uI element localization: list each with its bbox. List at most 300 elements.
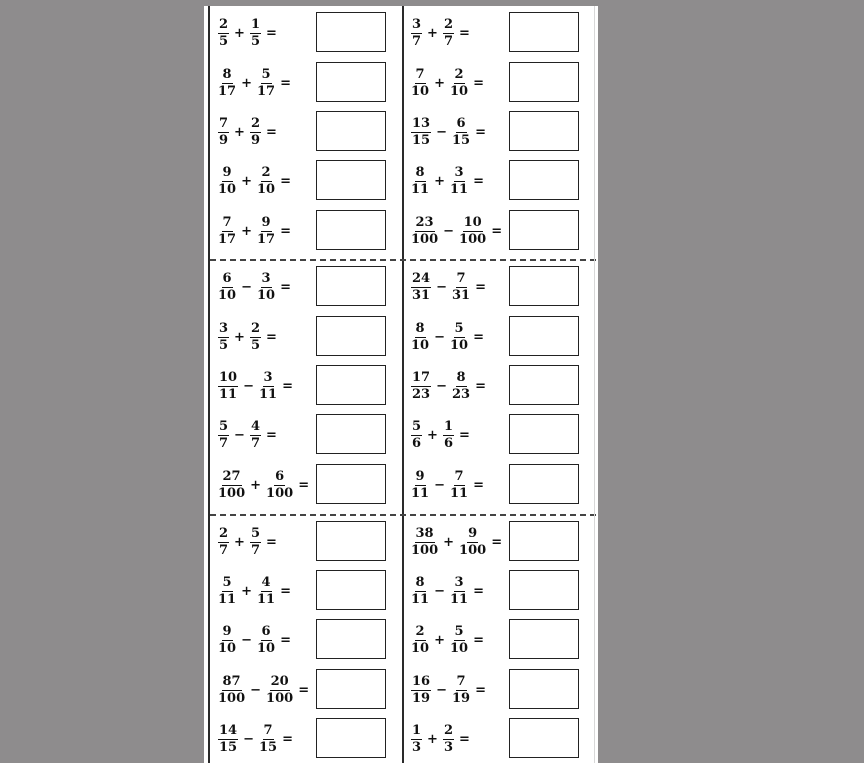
fraction: [250, 420, 261, 451]
fraction: [450, 576, 468, 607]
equals-sign: =: [475, 124, 486, 140]
fraction: [218, 68, 236, 99]
problem-row: [218, 62, 396, 104]
fraction-numerator: 2: [219, 16, 229, 32]
fraction-expression: [218, 12, 277, 54]
fraction-denominator: 17: [218, 83, 237, 99]
fraction: [450, 625, 468, 656]
operator-sign: −: [243, 731, 254, 747]
fraction: [250, 527, 261, 558]
equals-sign: =: [473, 329, 484, 345]
fraction-numerator: 17: [412, 369, 431, 385]
fraction-expression: [218, 619, 291, 661]
fraction-expression: [218, 521, 277, 563]
fraction-expression: [411, 316, 484, 358]
problem-row: [218, 111, 396, 153]
operator-sign: +: [434, 173, 445, 189]
answer-box[interactable]: [509, 521, 579, 561]
fraction: [450, 166, 468, 197]
fraction-numerator: 8: [415, 574, 425, 590]
fraction-numerator: 9: [261, 214, 271, 230]
operator-sign: +: [234, 329, 245, 345]
answer-box[interactable]: [316, 12, 386, 52]
fraction-denominator: 11: [411, 485, 430, 501]
equals-sign: =: [280, 173, 291, 189]
fraction-expression: [411, 570, 484, 612]
fraction-denominator: 7: [250, 542, 260, 558]
equals-sign: =: [266, 329, 277, 345]
answer-box[interactable]: [509, 316, 579, 356]
operator-sign: −: [434, 329, 445, 345]
fraction-numerator: 8: [456, 369, 466, 385]
answer-box[interactable]: [316, 619, 386, 659]
fraction-denominator: 11: [411, 181, 430, 197]
fraction-numerator: 2: [454, 66, 464, 82]
fraction-denominator: 10: [218, 181, 237, 197]
fraction-expression: [411, 111, 486, 153]
fraction-numerator: 23: [415, 214, 434, 230]
fraction-denominator: 19: [452, 690, 471, 706]
fraction: [257, 272, 275, 303]
fraction: [218, 371, 238, 402]
equals-sign: =: [282, 731, 293, 747]
equals-sign: =: [280, 632, 291, 648]
fraction: [250, 18, 261, 49]
answer-box[interactable]: [509, 12, 579, 52]
fraction: [411, 18, 422, 49]
fraction: [411, 625, 429, 656]
fraction-denominator: 23: [412, 386, 431, 402]
operator-sign: +: [427, 25, 438, 41]
answer-box[interactable]: [316, 570, 386, 610]
fraction: [257, 166, 275, 197]
fraction-numerator: 5: [222, 574, 232, 590]
answer-box[interactable]: [509, 210, 579, 250]
problem-row: [411, 521, 589, 563]
problem-row: [411, 210, 589, 252]
fraction-denominator: 100: [266, 690, 294, 706]
fraction-denominator: 100: [266, 485, 294, 501]
fraction-denominator: 31: [452, 287, 471, 303]
operator-sign: −: [436, 124, 447, 140]
fraction-denominator: 100: [411, 542, 439, 558]
fraction: [452, 117, 470, 148]
fraction: [218, 470, 245, 501]
fraction: [257, 68, 275, 99]
problem-row: [411, 12, 589, 54]
operator-sign: −: [250, 682, 262, 698]
operator-sign: −: [241, 632, 252, 648]
fraction-expression: [411, 619, 484, 661]
answer-box[interactable]: [509, 160, 579, 200]
fraction-denominator: 11: [259, 386, 278, 402]
fraction-numerator: 6: [456, 115, 466, 131]
problem-row: [218, 266, 396, 308]
problem-row: [218, 464, 396, 506]
problem-row: [218, 210, 396, 252]
fraction-denominator: 10: [257, 181, 276, 197]
answer-box[interactable]: [316, 414, 386, 454]
fraction-numerator: 7: [456, 270, 466, 286]
fraction-denominator: 10: [218, 287, 237, 303]
fraction-numerator: 7: [454, 468, 464, 484]
fraction: [411, 166, 429, 197]
fraction: [411, 675, 431, 706]
fraction: [259, 724, 277, 755]
fraction-denominator: 10: [218, 640, 237, 656]
fraction-expression: [411, 266, 486, 308]
fraction-expression: [411, 62, 484, 104]
fraction-denominator: 7: [219, 435, 229, 451]
fraction-expression: [218, 718, 293, 760]
equals-sign: =: [473, 583, 484, 599]
fraction: [250, 322, 261, 353]
fraction-numerator: 9: [468, 525, 478, 541]
answer-box[interactable]: [509, 414, 579, 454]
equals-sign: =: [459, 427, 470, 443]
fraction-denominator: 17: [257, 83, 276, 99]
fraction-denominator: 7: [412, 33, 422, 49]
fraction-denominator: 100: [218, 485, 246, 501]
answer-box[interactable]: [509, 62, 579, 102]
fraction-numerator: 2: [415, 623, 425, 639]
fraction-denominator: 10: [411, 640, 430, 656]
fraction-denominator: 5: [250, 337, 260, 353]
answer-box[interactable]: [316, 111, 386, 151]
fraction: [443, 18, 454, 49]
answer-box[interactable]: [509, 718, 579, 758]
problem-row: [218, 365, 396, 407]
fraction-numerator: 6: [275, 468, 285, 484]
equals-sign: =: [473, 477, 484, 493]
fraction-expression: [218, 570, 291, 612]
fraction-numerator: 4: [261, 574, 271, 590]
operator-sign: −: [443, 223, 455, 239]
problem-row: [218, 414, 396, 456]
fraction-denominator: 6: [412, 435, 422, 451]
fraction-numerator: 8: [222, 66, 232, 82]
fraction-numerator: 9: [222, 164, 232, 180]
problem-row: [218, 718, 396, 760]
fraction-expression: [218, 266, 291, 308]
fraction: [411, 322, 429, 353]
fraction-numerator: 10: [463, 214, 482, 230]
fraction-numerator: 10: [219, 369, 238, 385]
equals-sign: =: [266, 427, 277, 443]
operator-sign: +: [234, 124, 245, 140]
equals-sign: =: [459, 731, 470, 747]
operator-sign: +: [434, 632, 445, 648]
section-divider-2: [210, 514, 596, 516]
fraction-numerator: 7: [219, 115, 229, 131]
fraction-expression: [411, 210, 502, 252]
fraction: [218, 420, 229, 451]
fraction-numerator: 3: [219, 320, 229, 336]
fraction-numerator: 5: [250, 525, 260, 541]
fraction: [218, 576, 236, 607]
fraction-numerator: 87: [222, 673, 241, 689]
fraction-numerator: 1: [443, 418, 453, 434]
fraction-denominator: 31: [412, 287, 431, 303]
answer-box[interactable]: [316, 266, 386, 306]
fraction-numerator: 7: [263, 722, 273, 738]
fraction: [459, 216, 486, 247]
problem-row: [218, 316, 396, 358]
fraction: [218, 272, 236, 303]
answer-box[interactable]: [509, 619, 579, 659]
fraction-expression: [218, 316, 277, 358]
fraction-expression: [218, 669, 309, 711]
fraction-denominator: 100: [411, 231, 439, 247]
fraction-denominator: 15: [412, 132, 431, 148]
fraction: [266, 470, 293, 501]
fraction-numerator: 3: [454, 574, 464, 590]
fraction-numerator: 3: [412, 16, 422, 32]
fraction-expression: [218, 210, 291, 252]
fraction-denominator: 7: [250, 435, 260, 451]
fraction: [411, 527, 438, 558]
fraction: [218, 117, 229, 148]
fraction-numerator: 7: [415, 66, 425, 82]
fraction-numerator: 14: [219, 722, 238, 738]
fraction: [452, 371, 470, 402]
equals-sign: =: [298, 682, 310, 698]
equals-sign: =: [475, 378, 486, 394]
fraction-expression: [411, 669, 486, 711]
operator-sign: −: [436, 378, 447, 394]
answer-box[interactable]: [316, 365, 386, 405]
equals-sign: =: [491, 534, 503, 550]
equals-sign: =: [459, 25, 470, 41]
fraction: [450, 68, 468, 99]
fraction-expression: [411, 464, 484, 506]
answer-box[interactable]: [509, 669, 579, 709]
fraction: [450, 322, 468, 353]
fraction: [450, 470, 468, 501]
fraction: [443, 724, 454, 755]
fraction: [411, 371, 431, 402]
fraction-denominator: 11: [450, 181, 469, 197]
answer-box[interactable]: [509, 365, 579, 405]
answer-box[interactable]: [316, 160, 386, 200]
fraction-numerator: 24: [412, 270, 431, 286]
fraction-expression: [411, 718, 470, 760]
equals-sign: =: [473, 173, 484, 189]
problem-row: [218, 619, 396, 661]
equals-sign: =: [473, 75, 484, 91]
problem-row: [411, 62, 589, 104]
equals-sign: =: [280, 279, 291, 295]
fraction: [218, 527, 229, 558]
answer-box[interactable]: [509, 464, 579, 504]
column-divider-line: [402, 6, 404, 763]
operator-sign: +: [241, 173, 252, 189]
fraction-denominator: 100: [218, 690, 246, 706]
problem-row: [411, 669, 589, 711]
answer-box[interactable]: [316, 464, 386, 504]
answer-box[interactable]: [316, 718, 386, 758]
section-divider-1: [210, 259, 596, 261]
equals-sign: =: [473, 632, 484, 648]
fraction-denominator: 5: [250, 33, 260, 49]
fraction-numerator: 16: [412, 673, 431, 689]
fraction-numerator: 5: [219, 418, 229, 434]
fraction-denominator: 7: [219, 542, 229, 558]
fraction: [218, 18, 229, 49]
fraction-expression: [218, 464, 309, 506]
problem-row: [218, 669, 396, 711]
equals-sign: =: [282, 378, 293, 394]
fraction-denominator: 10: [257, 640, 276, 656]
fraction-numerator: 4: [250, 418, 260, 434]
fraction-numerator: 9: [415, 468, 425, 484]
fraction-numerator: 38: [415, 525, 434, 541]
fraction: [411, 470, 429, 501]
fraction: [259, 371, 277, 402]
operator-sign: +: [234, 534, 245, 550]
equals-sign: =: [280, 223, 291, 239]
equals-sign: =: [280, 583, 291, 599]
fraction-numerator: 2: [261, 164, 271, 180]
fraction-denominator: 9: [219, 132, 229, 148]
operator-sign: −: [243, 378, 254, 394]
fraction-denominator: 17: [218, 231, 237, 247]
fraction-denominator: 11: [218, 591, 237, 607]
fraction: [411, 117, 431, 148]
problem-row: [411, 464, 589, 506]
operator-sign: +: [427, 427, 438, 443]
fraction-expression: [218, 365, 293, 407]
fraction: [218, 675, 245, 706]
fraction: [411, 68, 429, 99]
operator-sign: −: [234, 427, 245, 443]
fraction-denominator: 17: [257, 231, 276, 247]
answer-box[interactable]: [316, 521, 386, 561]
answer-box[interactable]: [316, 316, 386, 356]
fraction: [452, 272, 470, 303]
fraction-denominator: 10: [411, 337, 430, 353]
answer-box[interactable]: [316, 210, 386, 250]
problem-row: [218, 160, 396, 202]
fraction-denominator: 10: [411, 83, 430, 99]
operator-sign: +: [434, 75, 445, 91]
fraction: [411, 576, 429, 607]
fraction-numerator: 2: [443, 16, 453, 32]
operator-sign: −: [434, 583, 445, 599]
fraction-denominator: 15: [259, 739, 278, 755]
fraction-denominator: 9: [250, 132, 260, 148]
fraction-denominator: 6: [443, 435, 453, 451]
fraction-denominator: 3: [412, 739, 422, 755]
problem-row: [218, 570, 396, 612]
fraction-denominator: 100: [459, 542, 487, 558]
equals-sign: =: [298, 477, 310, 493]
fraction-expression: [411, 414, 470, 456]
fraction-denominator: 100: [459, 231, 487, 247]
problem-row: [411, 619, 589, 661]
fraction-denominator: 15: [219, 739, 238, 755]
fraction-numerator: 8: [415, 320, 425, 336]
fraction-expression: [411, 160, 484, 202]
fraction-numerator: 5: [454, 623, 464, 639]
fraction: [218, 724, 238, 755]
fraction-expression: [411, 365, 486, 407]
fraction-numerator: 6: [222, 270, 232, 286]
fraction-denominator: 10: [450, 83, 469, 99]
fraction-denominator: 11: [411, 591, 430, 607]
fraction-expression: [218, 62, 291, 104]
equals-sign: =: [266, 534, 277, 550]
problem-row: [411, 365, 589, 407]
fraction-numerator: 2: [219, 525, 229, 541]
problem-row: [411, 718, 589, 760]
fraction-expression: [218, 160, 291, 202]
equals-sign: =: [491, 223, 503, 239]
fraction: [459, 527, 486, 558]
problem-row: [411, 316, 589, 358]
fraction: [411, 216, 438, 247]
equals-sign: =: [266, 124, 277, 140]
fraction-numerator: 1: [250, 16, 260, 32]
answer-box[interactable]: [509, 570, 579, 610]
problem-row: [411, 414, 589, 456]
fraction-expression: [218, 414, 277, 456]
fraction-numerator: 9: [222, 623, 232, 639]
fraction-numerator: 20: [270, 673, 289, 689]
fraction-denominator: 11: [219, 386, 238, 402]
problem-row: [411, 160, 589, 202]
fraction: [257, 625, 275, 656]
fraction-denominator: 11: [257, 591, 276, 607]
operator-sign: +: [443, 534, 455, 550]
fraction-denominator: 19: [412, 690, 431, 706]
fraction: [218, 216, 236, 247]
operator-sign: +: [427, 731, 438, 747]
equals-sign: =: [475, 682, 486, 698]
answer-box[interactable]: [509, 266, 579, 306]
fraction-denominator: 3: [443, 739, 453, 755]
fraction: [218, 322, 229, 353]
fraction: [218, 625, 236, 656]
fraction: [250, 117, 261, 148]
problem-row: [411, 570, 589, 612]
fraction-denominator: 10: [450, 640, 469, 656]
fraction: [411, 420, 422, 451]
fraction: [257, 216, 275, 247]
fraction-numerator: 8: [415, 164, 425, 180]
answer-box[interactable]: [509, 111, 579, 151]
fraction-denominator: 5: [219, 33, 229, 49]
fraction-numerator: 3: [261, 270, 271, 286]
fraction-denominator: 15: [452, 132, 471, 148]
fraction-numerator: 6: [261, 623, 271, 639]
fraction-denominator: 7: [443, 33, 453, 49]
fraction-expression: [411, 12, 470, 54]
fraction-numerator: 5: [412, 418, 422, 434]
fraction-denominator: 10: [450, 337, 469, 353]
fraction-numerator: 2: [250, 115, 260, 131]
fraction-numerator: 2: [443, 722, 453, 738]
fraction-numerator: 3: [263, 369, 273, 385]
operator-sign: −: [241, 279, 252, 295]
fraction-denominator: 10: [257, 287, 276, 303]
fraction-denominator: 23: [452, 386, 471, 402]
fraction: [218, 166, 236, 197]
answer-box[interactable]: [316, 669, 386, 709]
answer-box[interactable]: [316, 62, 386, 102]
problem-row: [411, 266, 589, 308]
fraction-denominator: 11: [450, 591, 469, 607]
